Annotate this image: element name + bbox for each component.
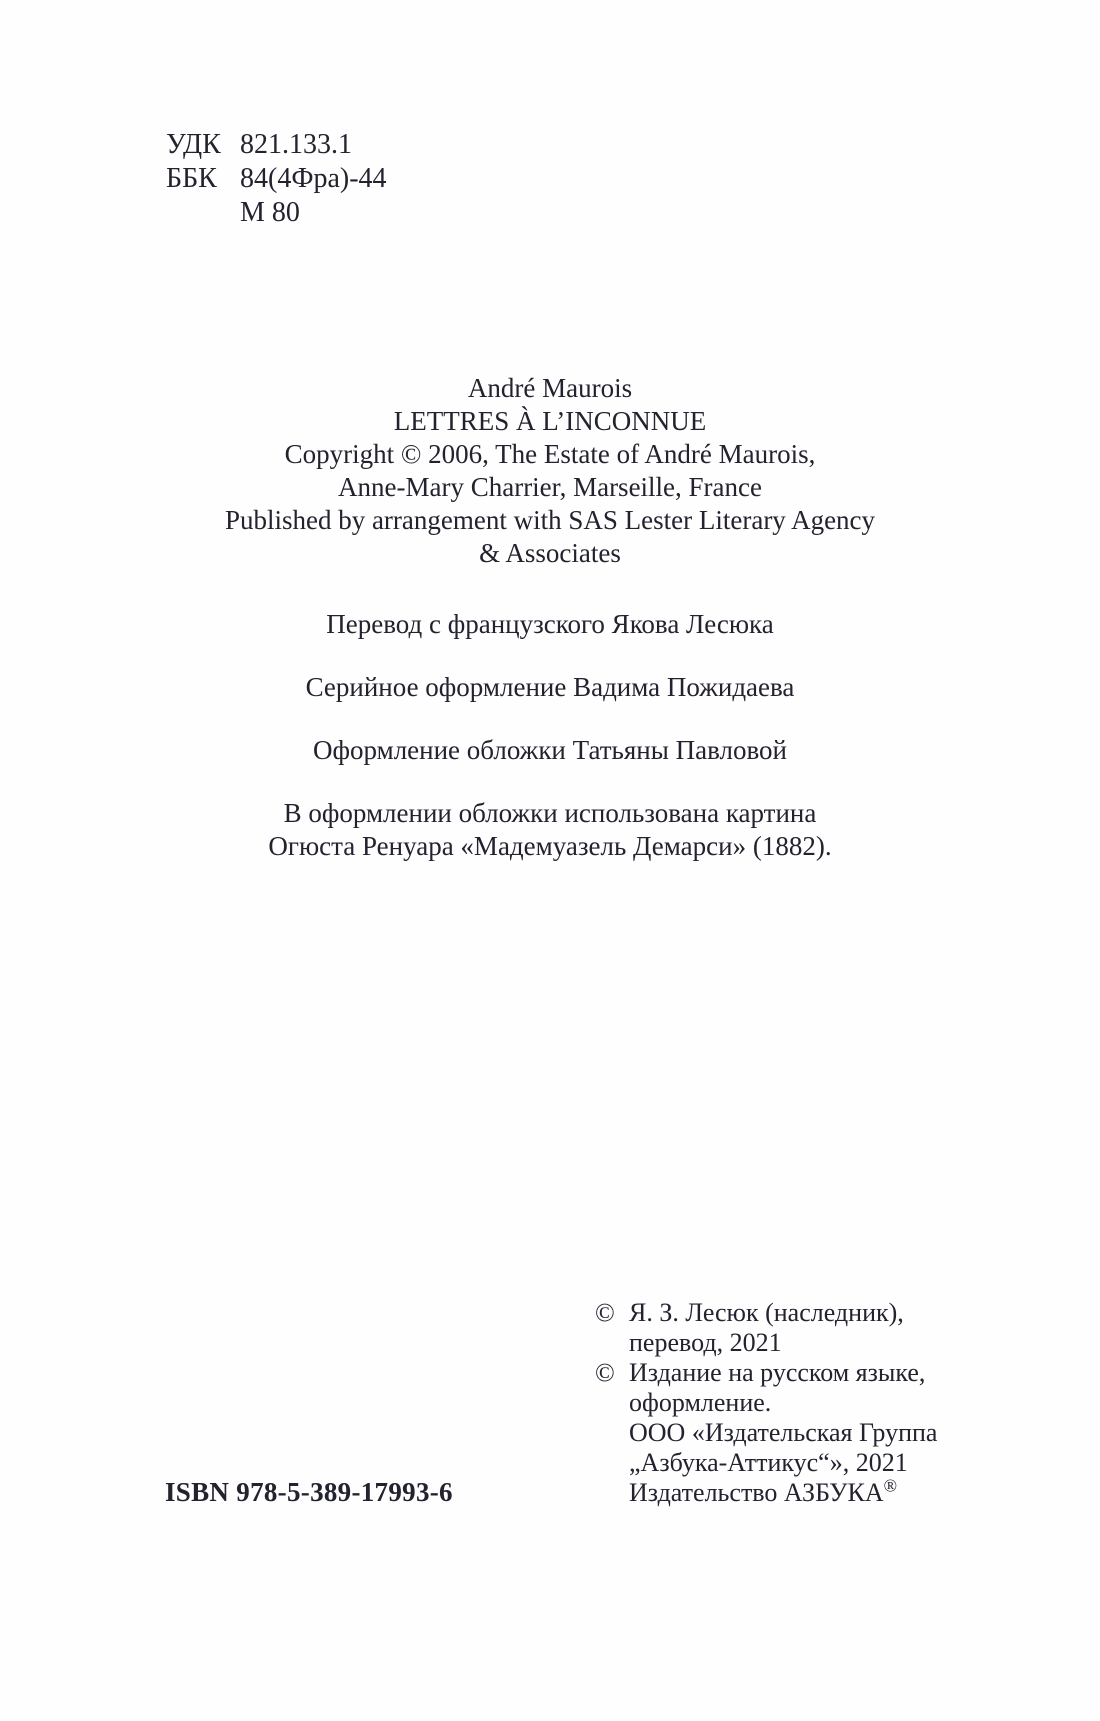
author-sign-value: М 80 bbox=[240, 197, 300, 228]
original-edition-block bbox=[165, 372, 935, 570]
udc-row bbox=[166, 128, 387, 162]
registered-trademark-symbol: ® bbox=[883, 1475, 898, 1496]
translation-credit: Перевод с французского Якова Лесюка bbox=[326, 609, 774, 639]
classification-block bbox=[166, 128, 387, 230]
rights-entry-translator-text bbox=[629, 1298, 975, 1358]
rights-entry-publisher-text bbox=[629, 1358, 975, 1508]
credits-column bbox=[165, 372, 935, 863]
rights-entry-publisher bbox=[595, 1358, 975, 1508]
rights-entry-translator bbox=[595, 1298, 975, 1358]
isbn: ISBN 978-5-389-17993-6 bbox=[165, 1477, 453, 1507]
rights-publisher-line-3: ООО «Издательская Группа bbox=[629, 1418, 938, 1447]
bbk-label: ББК bbox=[166, 163, 217, 194]
rights-publisher-line-5: Издательство АЗБУКА bbox=[629, 1478, 884, 1507]
cover-design-credit: Оформление обложки Татьяны Павловой bbox=[313, 735, 787, 765]
cover-art-line-1: В оформлении обложки использована картина bbox=[283, 798, 817, 828]
cover-art-note bbox=[165, 797, 935, 863]
author-name: André Maurois bbox=[467, 373, 633, 403]
copyright-line-3: Published by arrangement with SAS Lester Literary Agency bbox=[224, 505, 876, 535]
copyright-line-1: Copyright © 2006, The Estate of André Maurois, bbox=[284, 439, 816, 469]
copyright-line-4: & Associates bbox=[479, 538, 621, 568]
bbk-row bbox=[166, 162, 387, 196]
udc-value: 821.133.1 bbox=[240, 129, 352, 160]
cover-art-line-2: Огюста Ренуара «Мадемуазель Демарси» (1882). bbox=[268, 831, 832, 861]
bbk-value: 84(4Фра)-44 bbox=[240, 163, 387, 194]
copyright-symbol: © bbox=[595, 1298, 615, 1327]
copyright-symbol: © bbox=[595, 1358, 615, 1387]
rights-publisher-line-1: Издание на русском языке, bbox=[629, 1358, 926, 1387]
series-design-credit: Серийное оформление Вадима Пожидаева bbox=[305, 672, 795, 702]
rights-block bbox=[595, 1298, 975, 1508]
author-sign-row bbox=[166, 196, 387, 230]
rights-translator-line-1: Я. З. Лесюк (наследник), bbox=[629, 1298, 904, 1327]
rights-publisher-line-4: „Азбука-Аттикус“», 2021 bbox=[629, 1448, 908, 1477]
rights-translator-line-2: перевод, 2021 bbox=[629, 1328, 782, 1357]
udc-label: УДК bbox=[166, 129, 221, 160]
original-title: LETTRES À L’INCONNUE bbox=[393, 406, 707, 436]
copyright-line-2: Anne-Mary Charrier, Marseille, France bbox=[338, 472, 762, 502]
rights-publisher-line-2: оформление. bbox=[629, 1388, 772, 1417]
